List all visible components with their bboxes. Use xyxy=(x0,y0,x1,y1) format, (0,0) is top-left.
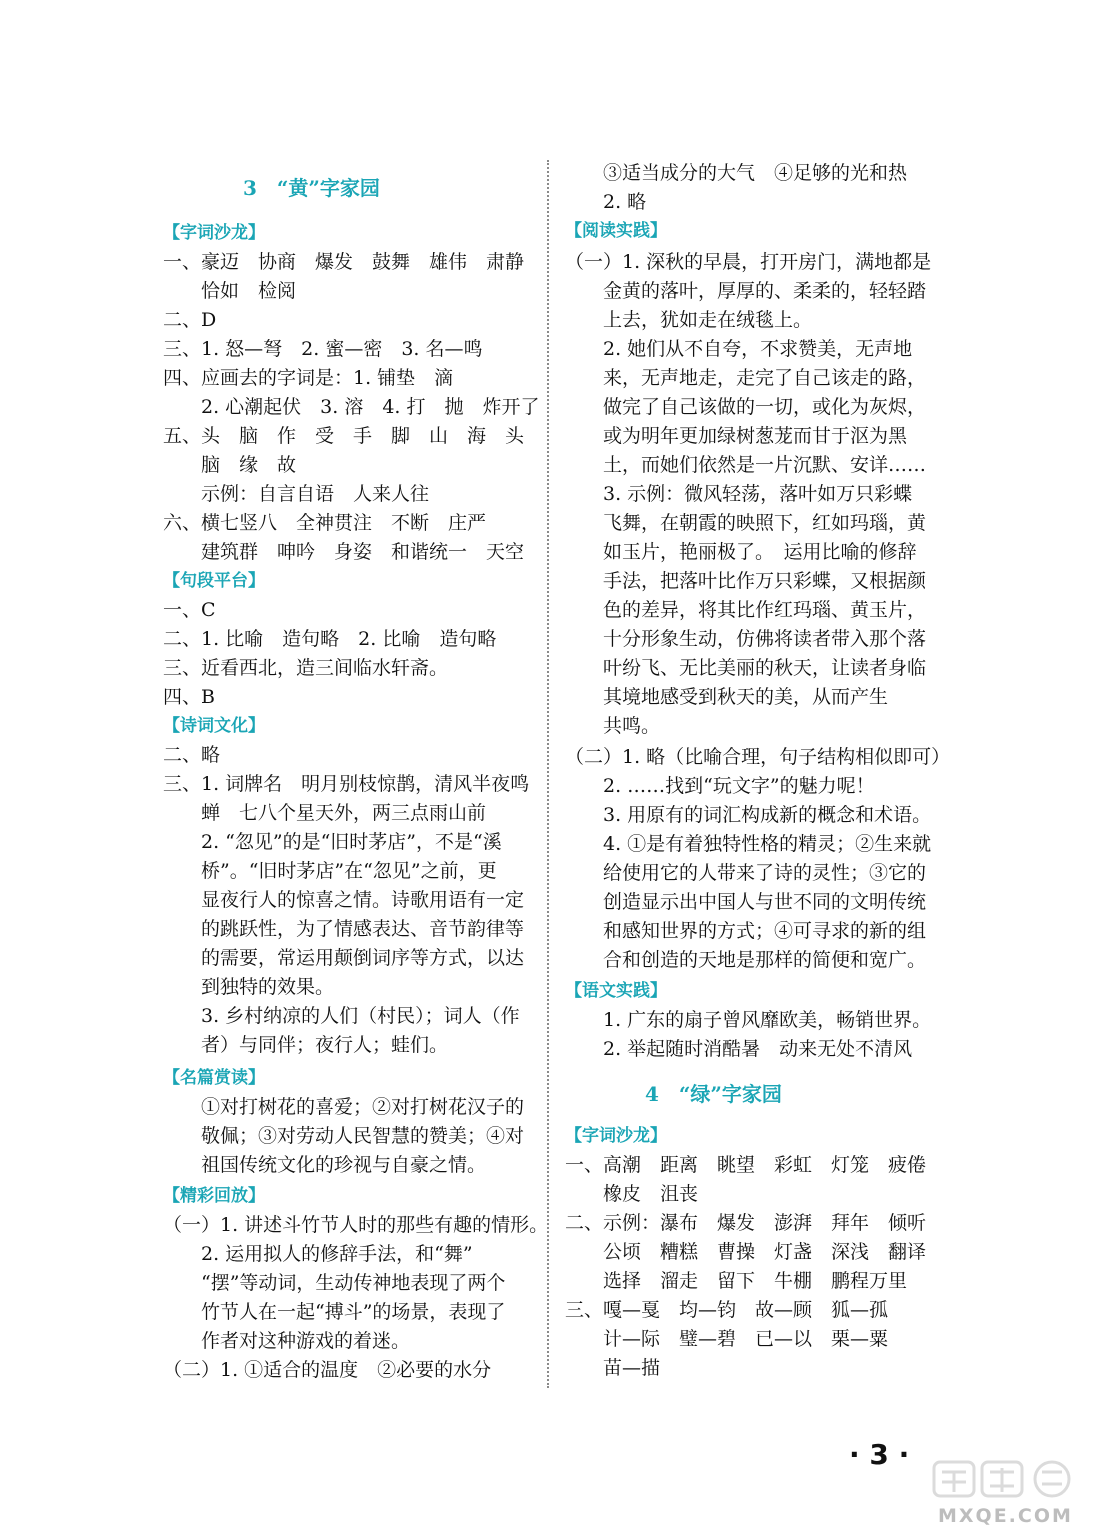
svg-text:MXQE.COM: MXQE.COM xyxy=(938,1505,1073,1527)
answer-line: 2. 运用拟人的修辞手法，和“舞” xyxy=(163,1243,473,1265)
answer-line: 二、1. 比喻 造句略 2. 比喻 造句略 xyxy=(163,628,497,650)
column-divider xyxy=(547,160,549,1388)
answer-line: 苗—描 xyxy=(565,1357,661,1379)
answer-line: 三、1. 词牌名 明月别枝惊鹊，清风半夜鸣 xyxy=(163,773,530,795)
answer-line: 共鸣。 xyxy=(565,715,661,737)
answer-line: 3. 用原有的词汇构成新的概念和术语。 xyxy=(565,804,932,826)
section-heading: 【句段平台】 xyxy=(163,571,265,591)
answer-line: 敬佩；③对劳动人民智慧的赞美；④对 xyxy=(163,1125,525,1147)
answer-line: 来，无声地走，走完了自己该走的路， xyxy=(565,367,927,389)
answer-line: 金黄的落叶，厚厚的、柔柔的，轻轻踏 xyxy=(565,280,927,302)
answer-line: 建筑群 呻吟 身姿 和谐统一 天空 xyxy=(163,541,525,563)
section-heading: 【名篇赏读】 xyxy=(163,1068,265,1088)
answer-line: ③适当成分的大气 ④足够的光和热 xyxy=(565,162,908,184)
answer-line: 一、高潮 距离 眺望 彩虹 灯笼 疲倦 xyxy=(565,1154,927,1176)
answer-line: （二）1. 略（比喻合理，句子结构相似即可） xyxy=(565,746,951,768)
answer-line: 祖国传统文化的珍视与自豪之情。 xyxy=(163,1154,487,1176)
answer-line: 4. ①是有着独特性格的精灵；②生来就 xyxy=(565,833,932,855)
answer-line: 显夜行人的惊喜之情。诗歌用语有一定 xyxy=(163,889,525,911)
answer-line: 作者对这种游戏的着迷。 xyxy=(163,1330,411,1352)
section-heading: 【阅读实践】 xyxy=(565,221,667,241)
answer-line: 2. 略 xyxy=(565,191,647,213)
answer-line: 和感知世界的方式；④可寻求的新的组 xyxy=(565,920,927,942)
answer-line: 十分形象生动，仿佛将读者带入那个落 xyxy=(565,628,927,650)
answer-line: （二）1. ①适合的温度 ②必要的水分 xyxy=(163,1359,492,1381)
answer-line: 的需要，常运用颠倒词序等方式，以达 xyxy=(163,947,525,969)
answer-line: 3. 乡村纳凉的人们（村民）；词人（作 xyxy=(163,1005,520,1027)
answer-line: 色的差异，将其比作红玛瑙、黄玉片， xyxy=(565,599,927,621)
answer-line: 者）与同伴；夜行人；蛙们。 xyxy=(163,1034,449,1056)
lesson-title: 4 “绿”字家园 xyxy=(645,1082,782,1106)
answer-line: 土，而她们依然是一片沉默、安详…… xyxy=(565,454,927,476)
answer-line: 恰如 检阅 xyxy=(163,280,297,302)
answer-line: 四、B xyxy=(163,686,215,708)
answer-line: 四、应画去的字词是：1. 铺垫 滴 xyxy=(163,367,454,389)
answer-line: 3. 示例：微风轻荡，落叶如万只彩蝶 xyxy=(565,483,913,505)
answer-line: 到独特的效果。 xyxy=(163,976,335,998)
answer-line: 桥”。“旧时茅店”在“忽见”之前，更 xyxy=(163,860,497,882)
answer-line: 上去，犹如走在绒毯上。 xyxy=(565,309,813,331)
answer-line: 叶纷飞、无比美丽的秋天，让读者身临 xyxy=(565,657,927,679)
answer-line: 竹节人在一起“搏斗”的场景，表现了 xyxy=(163,1301,506,1323)
answer-line: 2. 心潮起伏 3. 溶 4. 打 抛 炸开了 xyxy=(163,396,540,418)
answer-line: 脑 缘 故 xyxy=(163,454,297,476)
answer-line: 计—际 璧—碧 已—以 栗—粟 xyxy=(565,1328,889,1350)
answer-line: （一）1. 讲述斗竹节人时的那些有趣的情形。 xyxy=(163,1214,549,1236)
answer-line: 二、略 xyxy=(163,744,221,766)
answer-line: 2. 举起随时消酷暑 动来无处不清风 xyxy=(565,1038,913,1060)
answer-line: 三、1. 怒—弩 2. 蜜—密 3. 名—鸣 xyxy=(163,338,483,360)
answer-line: 飞舞，在朝霞的映照下，红如玛瑙，黄 xyxy=(565,512,927,534)
watermark-logo xyxy=(928,1458,1090,1530)
section-heading: 【字词沙龙】 xyxy=(565,1126,667,1146)
lesson-title: 3 “黄”字家园 xyxy=(243,176,380,200)
answer-line: 1. 广东的扇子曾风靡欧美，畅销世界。 xyxy=(565,1009,932,1031)
answer-line: 二、D xyxy=(163,309,217,331)
answer-line: 选择 溜走 留下 牛棚 鹏程万里 xyxy=(565,1270,908,1292)
answer-line: 蝉 七八个星天外，两三点雨山前 xyxy=(163,802,487,824)
answer-line: 三、嘎—戛 均—钧 故—顾 狐—孤 xyxy=(565,1299,889,1321)
section-heading: 【字词沙龙】 xyxy=(163,223,265,243)
section-heading: 【精彩回放】 xyxy=(163,1186,265,1206)
answer-line: “摆”等动词，生动传神地表现了两个 xyxy=(163,1272,506,1294)
section-heading: 【语文实践】 xyxy=(565,981,667,1001)
answer-line: 橡皮 沮丧 xyxy=(565,1183,699,1205)
answer-line: 创造显示出中国人与世不同的文明传统 xyxy=(565,891,927,913)
answer-line: ①对打树花的喜爱；②对打树花汉子的 xyxy=(163,1096,525,1118)
answer-line: 做完了自己该做的一切，或化为灰烬， xyxy=(565,396,927,418)
answer-line: 一、C xyxy=(163,599,216,621)
answer-line: 或为明年更加绿树葱茏而甘于沤为黑 xyxy=(565,425,908,447)
answer-line: 二、示例：瀑布 爆发 澎湃 拜年 倾听 xyxy=(565,1212,927,1234)
section-heading: 【诗词文化】 xyxy=(163,716,265,736)
answer-line: 的跳跃性，为了情感表达、音节韵律等 xyxy=(163,918,525,940)
answer-line: （一）1. 深秋的早晨，打开房门，满地都是 xyxy=(565,251,932,273)
answer-line: 六、横七竖八 全神贯注 不断 庄严 xyxy=(163,512,487,534)
answer-line: 三、近看西北，造三间临水轩斋。 xyxy=(163,657,449,679)
answer-line: 2. ……找到“玩文字”的魅力呢！ xyxy=(565,775,875,797)
answer-line: 公顷 糟糕 曹操 灯盏 深浅 翻译 xyxy=(565,1241,927,1263)
answer-line: 合和创造的天地是那样的简便和宽广。 xyxy=(565,949,927,971)
answer-line: 五、头 脑 作 受 手 脚 山 海 头 xyxy=(163,425,525,447)
answer-line: 其境地感受到秋天的美，从而产生 xyxy=(565,686,889,708)
answer-line: 一、豪迈 协商 爆发 鼓舞 雄伟 肃静 xyxy=(163,251,525,273)
answer-line: 2. “忽见”的是“旧时茅店”，不是“溪 xyxy=(163,831,502,853)
answer-line: 给使用它的人带来了诗的灵性；③它的 xyxy=(565,862,927,884)
page-number: · 3 · xyxy=(849,1438,910,1471)
answer-line: 手法，把落叶比作万只彩蝶，又根据颜 xyxy=(565,570,927,592)
answer-line: 示例：自言自语 人来人往 xyxy=(163,483,430,505)
answer-line: 如玉片，艳丽极了。 运用比喻的修辞 xyxy=(565,541,917,563)
answer-line: 2. 她们从不自夸，不求赞美，无声地 xyxy=(565,338,913,360)
